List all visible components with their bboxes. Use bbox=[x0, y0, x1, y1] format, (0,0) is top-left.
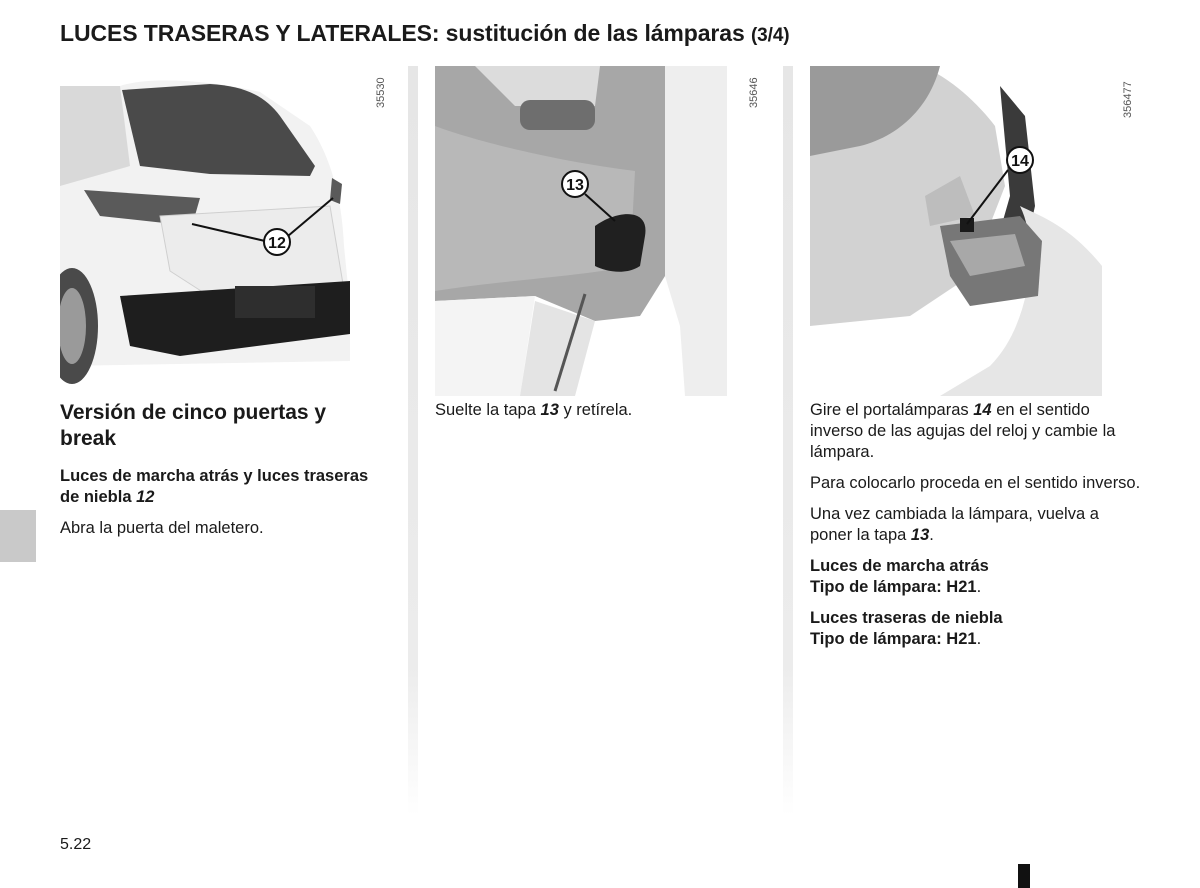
replace-cover-text bbox=[810, 504, 1142, 546]
reverse-lamp-spec bbox=[810, 556, 1142, 598]
column-1 bbox=[60, 400, 370, 549]
subheading-text: Luces de marcha atrás y luces traseras de niebla bbox=[60, 467, 369, 506]
refit-text: Para colocarlo proceda en el sentido inverso. bbox=[810, 474, 1141, 492]
release-cover-after: y retírela. bbox=[563, 401, 633, 419]
callout-12-label: 12 bbox=[268, 235, 286, 252]
release-cover-ref: 13 bbox=[540, 401, 559, 419]
reverse-lamp-period: . bbox=[976, 578, 982, 596]
figure-tailgate-cover bbox=[435, 66, 727, 396]
lamp-holder-illustration bbox=[810, 66, 1102, 396]
reverse-lamp-title: Luces de marcha atrás bbox=[810, 557, 989, 575]
car-rear-illustration bbox=[60, 66, 352, 396]
callout-14-label: 14 bbox=[1011, 153, 1029, 170]
release-cover-before: Suelte la tapa bbox=[435, 401, 536, 419]
fog-lamp-title: Luces traseras de niebla bbox=[810, 609, 1003, 627]
turn-holder-text bbox=[810, 400, 1142, 463]
figure-lamp-holder bbox=[810, 66, 1102, 396]
chapter-tab bbox=[0, 510, 36, 562]
corner-mark bbox=[1018, 864, 1030, 888]
figure-code-1: 35530 bbox=[375, 77, 387, 108]
replace-cover-after: . bbox=[929, 526, 934, 544]
replace-cover-before: Una vez cambiada la lámpara, vuelva a poner la tapa bbox=[810, 505, 1099, 544]
section-heading: Versión de cinco puertas y break bbox=[60, 401, 327, 450]
turn-holder-ref: 14 bbox=[973, 401, 992, 419]
fog-lamp-period: . bbox=[976, 630, 982, 648]
tailgate-illustration bbox=[435, 66, 727, 396]
turn-holder-after: en el sentido inverso de las agujas del reloj y cambie la lámpara. bbox=[810, 401, 1116, 461]
turn-holder-before: Gire el portalámparas bbox=[810, 401, 969, 419]
subheading-ref: 12 bbox=[136, 488, 155, 506]
column-divider-1 bbox=[408, 66, 418, 816]
subheading bbox=[60, 466, 370, 508]
page-number: 5.22 bbox=[60, 836, 92, 853]
callout-13-label: 13 bbox=[566, 177, 584, 194]
release-cover-text bbox=[435, 400, 735, 421]
column-2 bbox=[435, 400, 735, 431]
figure-code-2: 35646 bbox=[748, 77, 760, 108]
open-trunk-text: Abra la puerta del maletero. bbox=[60, 519, 264, 537]
title-main: LUCES TRASERAS Y LATERALES: sustitución de las lámparas bbox=[60, 20, 745, 46]
page-title bbox=[60, 20, 790, 47]
figure-car-rear bbox=[60, 66, 352, 396]
reverse-lamp-type: Tipo de lámpara: H21 bbox=[810, 578, 977, 596]
title-part: (3/4) bbox=[750, 25, 790, 46]
fog-lamp-type: Tipo de lámpara: H21 bbox=[810, 630, 977, 648]
column-3 bbox=[810, 400, 1142, 660]
figure-code-3: 356477 bbox=[1122, 81, 1134, 118]
column-divider-2 bbox=[783, 66, 793, 816]
fog-lamp-spec bbox=[810, 608, 1142, 650]
replace-cover-ref: 13 bbox=[910, 526, 930, 544]
